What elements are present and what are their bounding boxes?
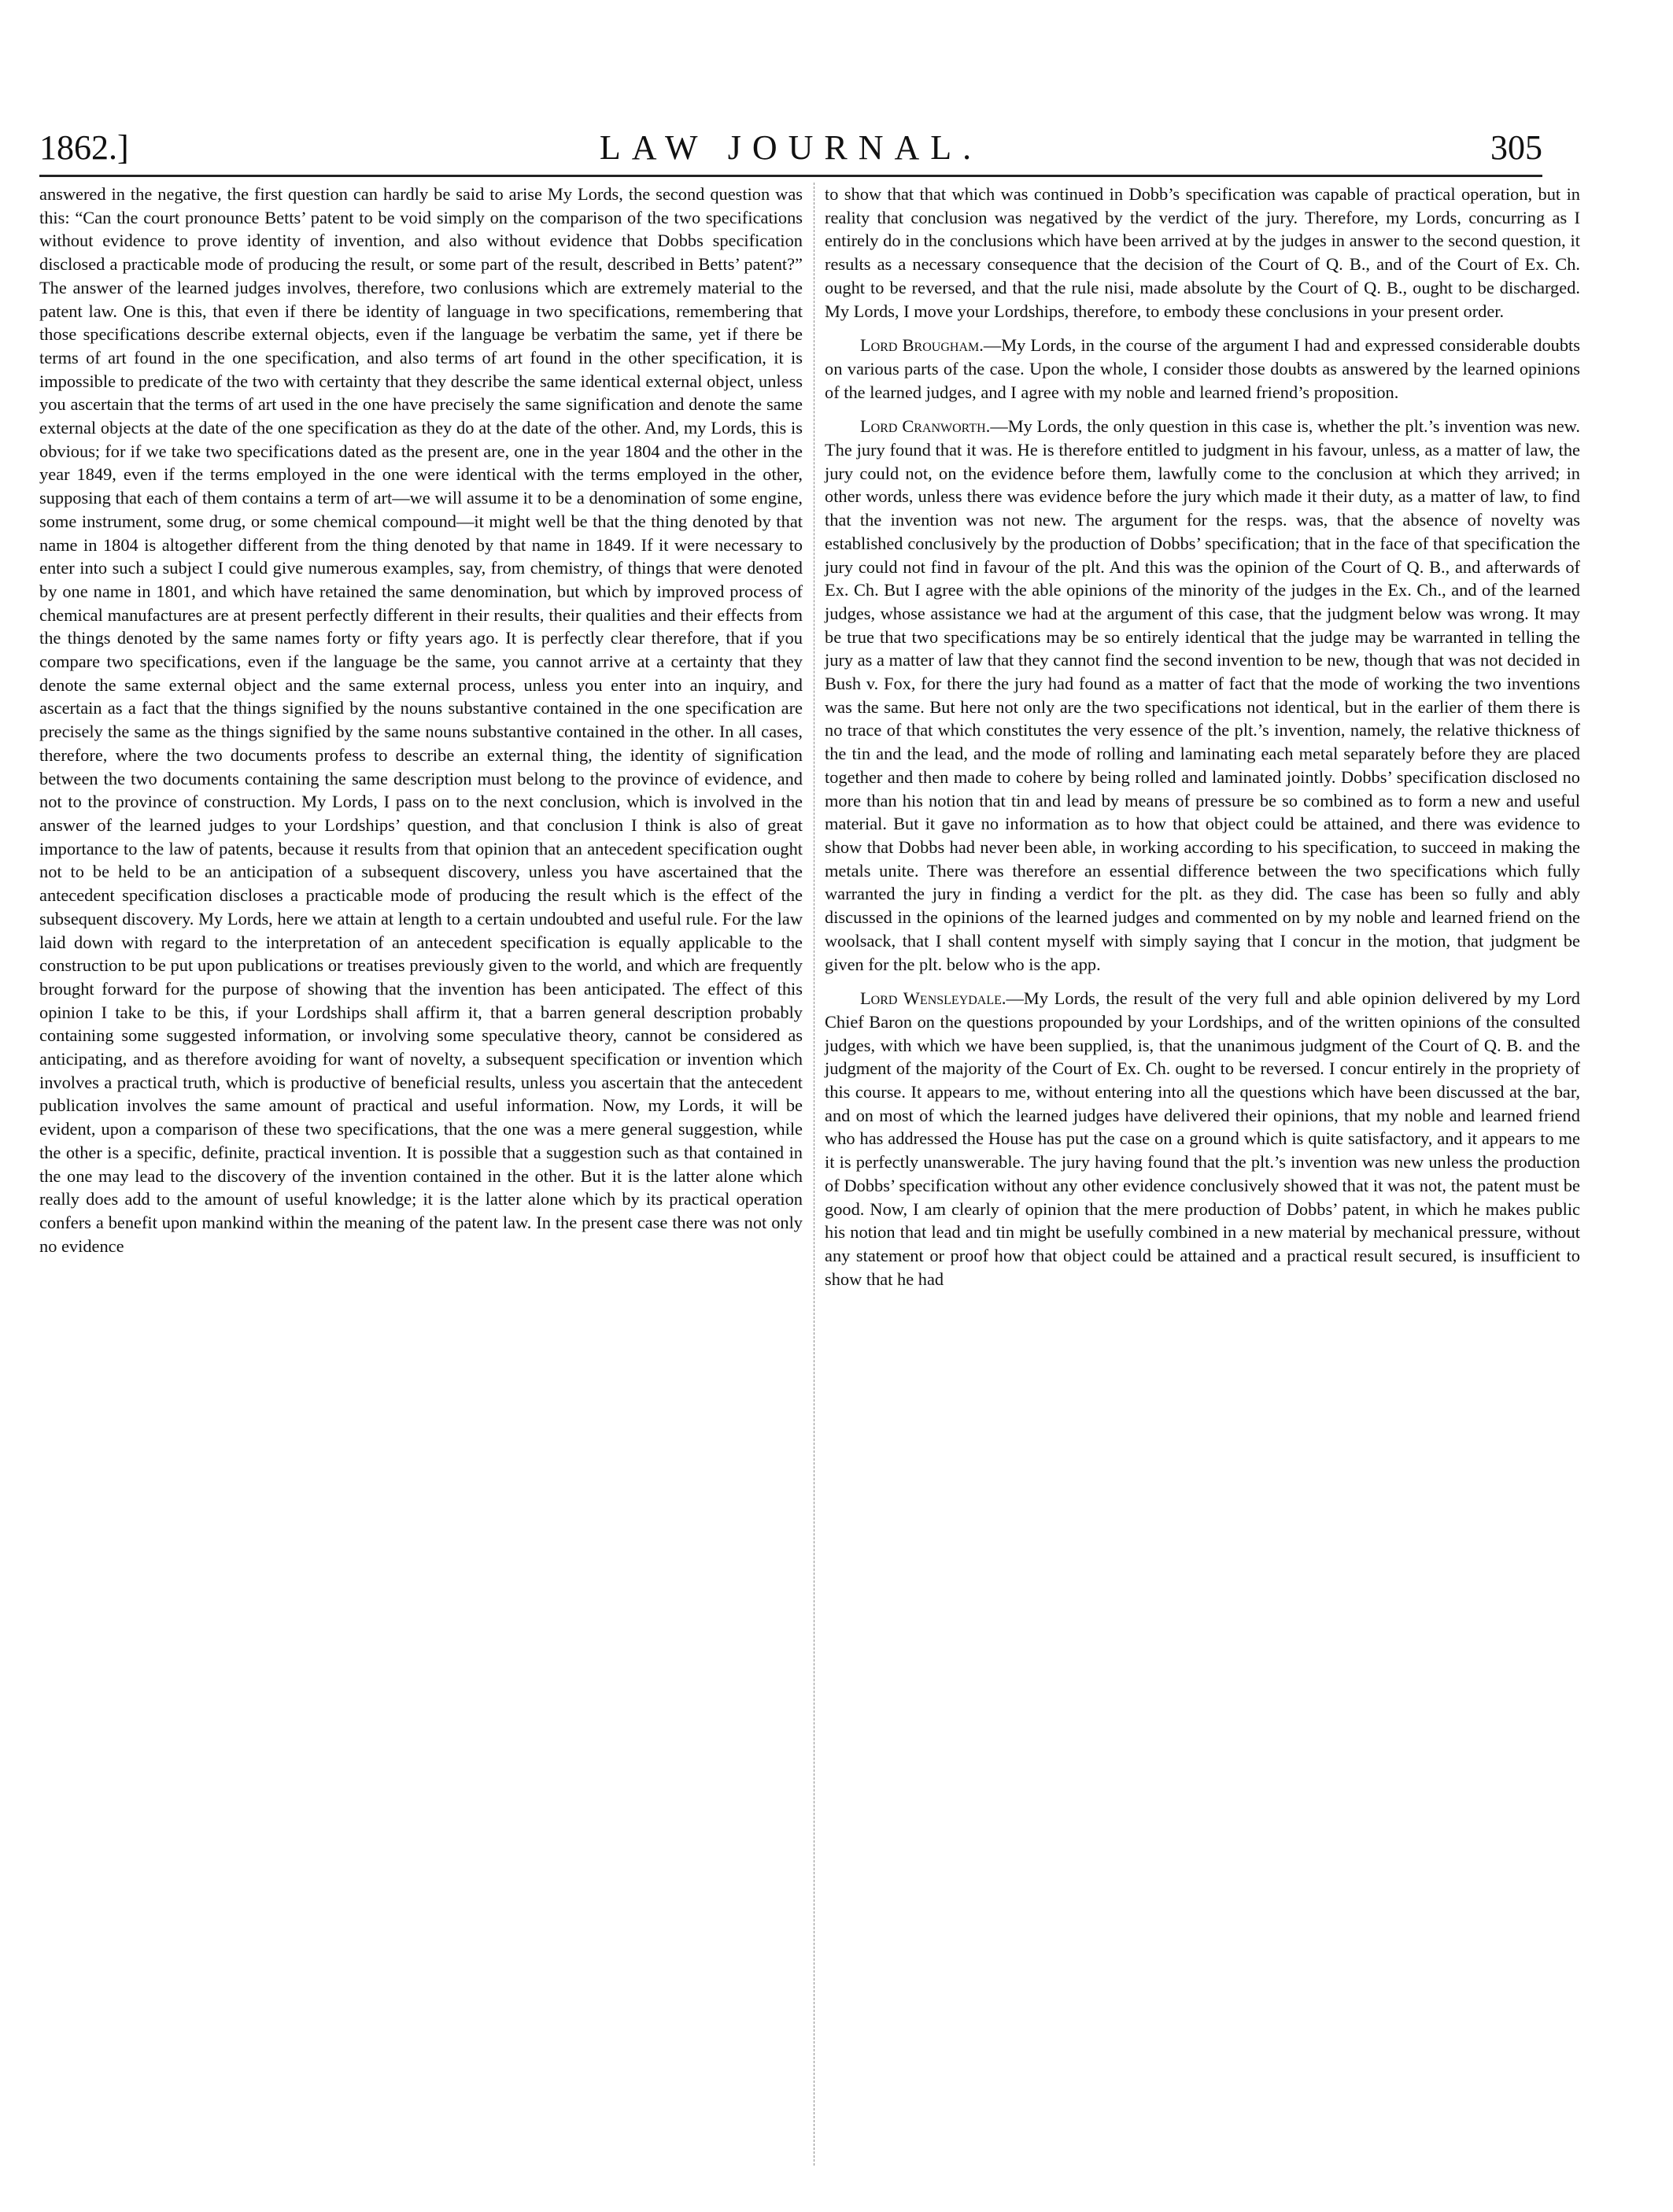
header-rule bbox=[39, 175, 1542, 177]
left-paragraph-1: answered in the negative, the first question can hardly be said to arise My Lords, the second question was this: “Can the court pronounce Betts’ patent to be void simply on the comparison of the two specifications without evidence to prove identity of invention, and also without evidence that Dobbs specification disclosed a practicable mode of producing the result, or some part of the result, described in Betts’ patent?” The answer of the learned judges involves, therefore, two conlusions which are extremely material to the patent law. One is this, that even if there be identity of language in two specifications, remembering that those specifications describe external objects, even if the language be verbatim the same, yet if there be terms of art found in the one specification, and also terms of art found in the other specification, it is impossible to predicate of the two with certainty that they describe the same identical external object, unless you ascertain that the terms of art used in the one have precisely the same signification and denote the same external objects at the date of the one specification as they do at the date of the other. And, my Lords, this is obvious; for if we take two specifications dated as the present are, one in the year 1804 and the other in the year 1849, even if the terms employed in the one were identical with the terms employed in the other, supposing that each of them contains a term of art—we will assume it to be a denomination of some engine, some instrument, some drug, or some chemical compound—it might well be that the thing denoted by that name in 1804 is altogether different from the thing denoted by that name in 1849. If it were necessary to enter into such a subject I could give numerous examples, say, from chemistry, of things that were denoted by one name in 1801, and which have retained the same denomination, but which by improved process of chemical manufactures are at present perfectly different in their results, their qualities and their effects from the things denoted by the same names forty or fifty years ago. It is perfectly clear therefore, that if you compare two specifications, even if the language be the same, you cannot arrive at a certainty that they denote the same external object and the same external process, unless you enter into an inquiry, and ascertain as a fact that the things signified by the nouns substantive contained in the one specification are precisely the same as the things signified by the same nouns substantive contained in the other. In all cases, therefore, where the two documents profess to describe an external thing, the identity of signification between the two documents containing the same description must belong to the province of evidence, and not to the province of construction. My Lords, I pass on to the next conclusion, which is involved in the answer of the learned judges to your Lordships’ question, and that conclusion I think is also of great importance to the law of patents, because it results from that opinion that an antecedent specification ought not to be held to be an anticipation of a subsequent discovery, unless you have ascertained that the antecedent specification discloses a practicable mode of producing the result which is the effect of the subsequent discovery. My Lords, here we attain at length to a certain undoubted and useful rule. For the law laid down with regard to the interpretation of an antecedent specification is equally applicable to the construction to be put upon publications or treatises previously given to the world, and which are frequently brought forward for the purpose of showing that the invention has been anticipated. The effect of this opinion I take to be this, if your Lordships shall affirm it, that a barren general description probably containing some suggested information, or involving some speculative theory, cannot be considered as anticipating, and as therefore avoiding for want of novelty, a subsequent specification or invention which involves a practical truth, which is productive of beneficial results, unless you ascertain that the antecedent publication involves the same amount of practical and useful information. Now, my Lords, it will be evident, upon a comparison of these two specifications, that the one was a mere general suggestion, while the other is a specific, definite, practical invention. It is possible that a suggestion such as that contained in the one may lead to the discovery of the invention contained in the other. But it is the latter alone which really does add to the amount of useful knowledge; it is the latter alone which by its practical operation confers a benefit upon mankind within the meaning of the patent law. In the present case there was not only no evidence bbox=[39, 184, 803, 1256]
speaker-name: Lord Wensleydale. bbox=[860, 988, 1006, 1009]
speech-text: —My Lords, the result of the very full and able opinion delivered by my Lord Chief Baron on the questions propounded by your Lordships, and of the written opinions of the consulted judges, with which we have been supplied, is, that the unanimous judgment of the Court of Q. B. and the judgment of the majority of the Court of Ex. Ch. ought to be reversed. I concur entirely in the propriety of this course. It appears to me, without entering into all the questions which have been discussed at the bar, and on most of which the learned judges have delivered their opinions, that my noble and learned friend who has addressed the House has put the case on a ground which is quite satisfactory, and it appears to me it is perfectly unanswerable. The jury having found that the plt.’s invention was new unless the production of Dobbs’ specification without any other evidence conclusively showed that it was not, the patent must be good. Now, I am clearly of opinion that the mere production of Dobbs’ patent, in which he makes public his notion that lead and tin might be usefully combined in a new material by mechanical pressure, without any statement or proof how that object could be attained and a practical result secured, is insufficient to show that he had bbox=[825, 988, 1580, 1289]
right-paragraph-cranworth bbox=[825, 415, 1580, 976]
journal-title: LAW JOURNAL. bbox=[599, 128, 983, 167]
speech-text: —My Lords, the only question in this case is, whether the plt.’s invention was new. The jury found that it was. He is therefore entitled to judgment in his favour, unless, as a matter of law, the jury could not, on the evidence before them, lawfully come to the conclusion at which they arrived; in other words, unless there was evidence before the jury which made it their duty, as a matter of law, to find that the invention was not new. The argument for the resps. was, that the absence of novelty was established conclusively by the production of Dobbs’ specification; that in the face of that specification the jury could not find in favour of the plt. And this was the opinion of the Court of Q. B., and afterwards of Ex. Ch. But I agree with the able opinions of the minority of the judges in the Ex. Ch., and of the learned judges, whose assistance we had at the argument of this case, that the judgment below was wrong. It may be true that two specifications may be so entirely identical that the judge may be warranted in telling the jury as a matter of law that they cannot find the second invention to be new, though that was not decided in Bush v. Fox, for there the jury had found as a matter of fact that the mode of working the two inventions was the same. But here not only are the two specifications not identical, but in the earlier of them there is no trace of that which constitutes the very essence of the plt.’s invention, namely, the relative thickness of the tin and the lead, and the mode of rolling and laminating each metal separately before they are placed together and then made to cohere by being rolled and laminated jointly. Dobbs’ specification disclosed no more than his notion that tin and lead by means of pressure be so combined as to form a new and useful material. But it gave no information as to how that object could be attained, and there was evidence to show that Dobbs had never been able, in working according to his specification, to succeed in making the metals unite. There was therefore an essential difference between the two specifications which fully warranted the jury in finding a verdict for the plt. as they did. The case has been so fully and ably discussed in the opinions of the learned judges and commented on by my noble and learned friend on the woolsack, that I shall content myself with simply saying that I concur in the motion, that judgment be given for the plt. below who is the app. bbox=[825, 416, 1580, 974]
page-header bbox=[39, 124, 1542, 172]
right-column bbox=[825, 183, 1580, 1291]
speaker-name: Lord Cranworth. bbox=[860, 416, 991, 437]
header-year: 1862.] bbox=[39, 128, 129, 167]
speech-text: —My Lords, in the course of the argument I had and expressed considerable doubts on various parts of the case. Upon the whole, I consider those doubts as answered by the learned opinions of the learned judges, and I agree with my noble and learned friend’s proposition. bbox=[825, 335, 1580, 402]
page-number: 305 bbox=[1490, 128, 1542, 167]
left-column bbox=[39, 183, 803, 1257]
right-paragraph-wensleydale bbox=[825, 987, 1580, 1291]
right-paragraph-brougham bbox=[825, 334, 1580, 404]
speaker-name: Lord Brougham. bbox=[860, 335, 984, 356]
right-paragraph-1: to show that that which was continued in Dobb’s specification was capable of practical operation, but in reality that conclusion was negatived by the verdict of the jury. Therefore, my Lords, concurring as I entirely do in the conclusions which have been arrived at by the judges in answer to the second question, it results as a necessary consequence that the decision of the Court of Q. B., and of the Court of Ex. Ch. ought to be reversed, and that the rule nisi, made absolute by the Court of Q. B., ought to be discharged. My Lords, I move your Lordships, therefore, to embody these conclusions in your present order. bbox=[825, 184, 1580, 321]
